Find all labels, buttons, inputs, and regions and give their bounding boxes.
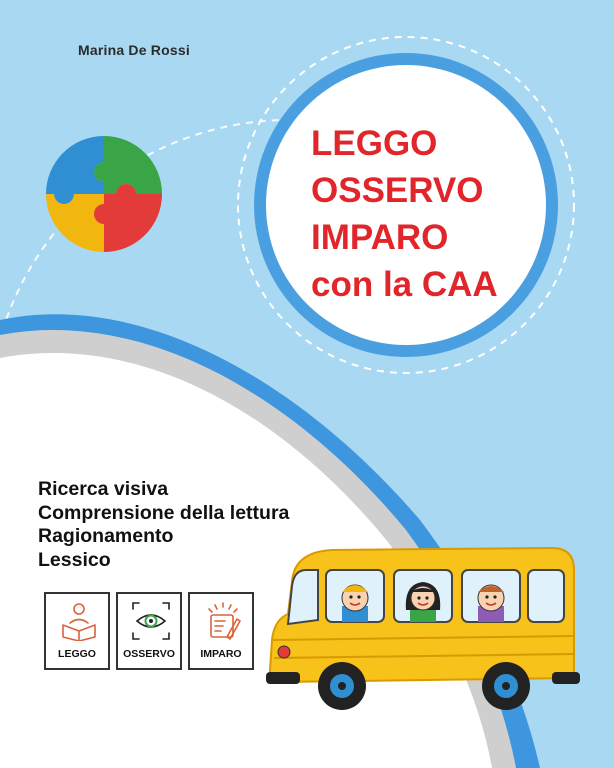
- title-line-1: LEGGO: [311, 124, 438, 163]
- title-line-2: OSSERVO: [311, 171, 484, 210]
- card-leggo: [44, 592, 110, 670]
- notebook-pencil-icon: [203, 601, 243, 641]
- card-osservo: [116, 592, 182, 670]
- title-line-4: con la CAA: [311, 265, 498, 304]
- reading-person-icon: [59, 601, 99, 641]
- author-name: Marina De Rossi: [78, 42, 190, 58]
- title-line-3: IMPARO: [311, 218, 449, 257]
- child-face: [478, 585, 504, 622]
- topic-item: Comprensione della lettura: [38, 501, 290, 524]
- book-title: [311, 120, 571, 308]
- topic-item: Ragionamento: [38, 525, 174, 547]
- topics-list: [38, 478, 289, 572]
- puzzle-logo-icon: [44, 134, 164, 254]
- topic-item: Lessico: [38, 548, 111, 571]
- school-bus-illustration: [262, 540, 582, 715]
- card-label: IMPARO: [200, 648, 242, 660]
- child-face: [342, 585, 368, 622]
- topic-item: Ricerca visiva: [38, 478, 169, 500]
- card-label: OSSERVO: [123, 648, 175, 660]
- card-label: LEGGO: [58, 648, 96, 660]
- card-imparo: [188, 592, 254, 670]
- child-face: [406, 582, 440, 622]
- eye-icon: [131, 601, 171, 641]
